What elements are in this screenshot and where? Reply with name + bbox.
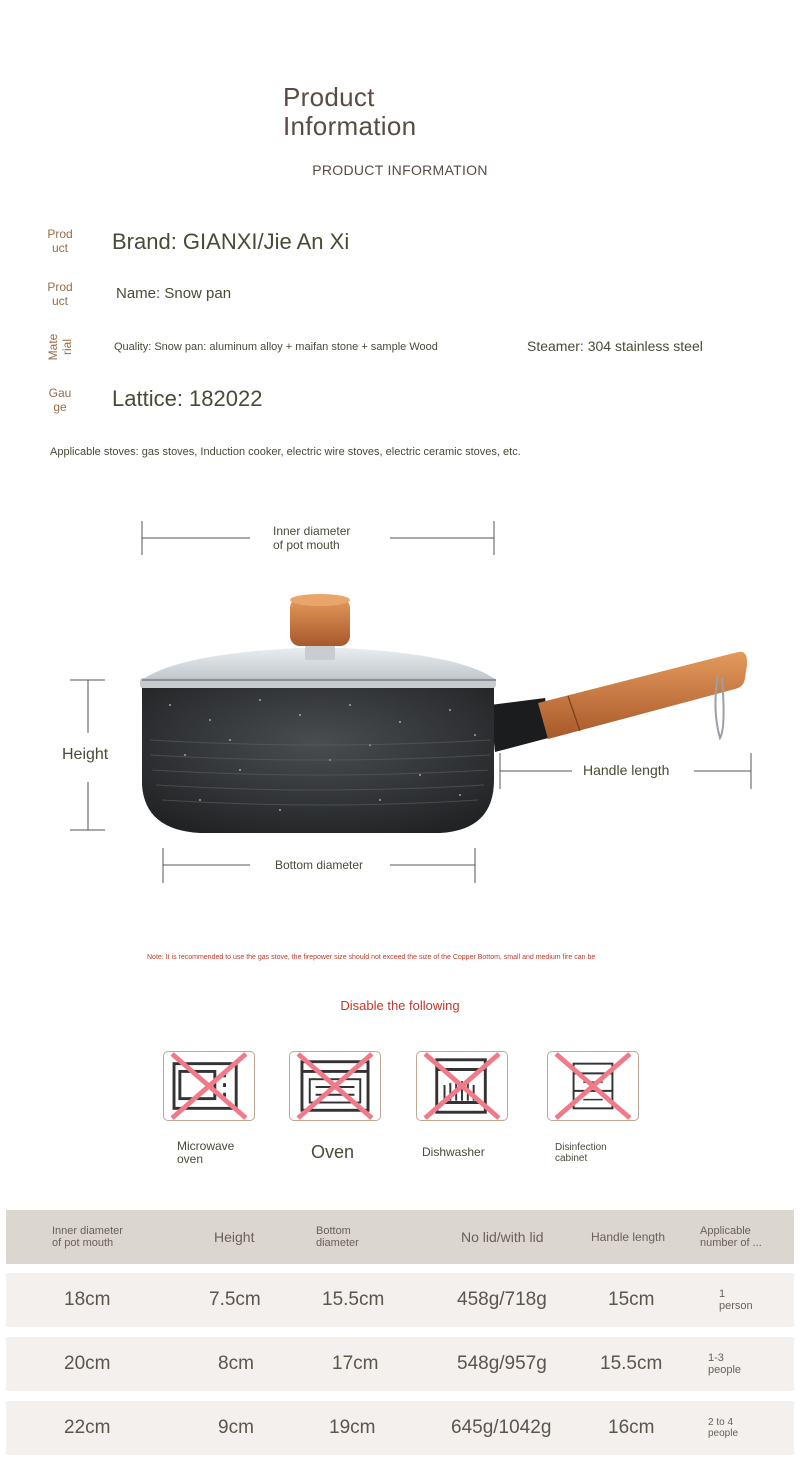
- table-row: [6, 1337, 794, 1391]
- cell-weight: 645g/1042g: [451, 1417, 552, 1438]
- inner-diameter-line1: Inner diameter: [273, 524, 351, 538]
- microwave-label-line1: Microwave: [177, 1139, 235, 1153]
- oven-label: Oven: [311, 1142, 355, 1162]
- cell-handle: 16cm: [608, 1417, 655, 1438]
- steamer-value: Steamer: 304 stainless steel: [527, 338, 703, 354]
- material-value: Quality: Snow pan: aluminum alloy + maifan stone + sample Wood: [114, 341, 438, 353]
- cell-handle: 15cm: [608, 1289, 655, 1310]
- cell-inner: 20cm: [64, 1353, 111, 1374]
- material-label-line1: Mate: [46, 333, 60, 361]
- oven-icon: [289, 1051, 381, 1121]
- table-row: [6, 1401, 794, 1455]
- dishwasher-icon: [416, 1051, 508, 1121]
- disinfection-cabinet-icon: [547, 1051, 639, 1121]
- cell-height: 9cm: [218, 1417, 254, 1438]
- gauge-label-line2: ge: [53, 400, 67, 414]
- page-title: [283, 83, 416, 141]
- cell-weight: 458g/718g: [457, 1289, 547, 1310]
- cell-bottom: 15.5cm: [322, 1289, 385, 1310]
- cell-handle: 15.5cm: [600, 1353, 663, 1374]
- name-value: Name: Snow pan: [116, 285, 232, 302]
- cell-weight: 548g/957g: [457, 1353, 547, 1374]
- cell-people: 1 person: [719, 1288, 753, 1312]
- header-bottom-diameter: Bottom diameter: [316, 1225, 359, 1249]
- height-label: Height: [62, 746, 109, 763]
- brand-label-line2: uct: [51, 241, 68, 255]
- cell-inner: 18cm: [64, 1289, 111, 1310]
- cell-bottom: 19cm: [329, 1417, 376, 1438]
- cell-bottom: 17cm: [332, 1353, 379, 1374]
- microwave-label: [177, 1140, 234, 1166]
- gauge-label: [44, 386, 76, 414]
- microwave-icon: [163, 1051, 255, 1121]
- title-line-2: Information: [283, 111, 417, 141]
- table-row: [6, 1273, 794, 1327]
- pot-body: [142, 683, 494, 833]
- handle-length-label: Handle length: [583, 762, 670, 778]
- header-applicable-number: Applicable number of ...: [700, 1225, 762, 1249]
- pan-dimension-diagram: [0, 500, 800, 900]
- name-label: [44, 280, 76, 308]
- header-height: Height: [214, 1229, 255, 1245]
- title-line-1: Product: [283, 82, 375, 112]
- gauge-label-line1: Gau: [48, 386, 72, 400]
- cell-inner: 22cm: [64, 1417, 111, 1438]
- pan-handle: [490, 652, 747, 752]
- applicable-stoves: Applicable stoves: gas stoves, Induction cooker, electric wire stoves, electric ceramic stoves, etc.: [50, 446, 521, 458]
- brand-value: Brand: GIANXI/Jie An Xi: [112, 229, 350, 254]
- microwave-label-line2: oven: [177, 1152, 204, 1166]
- material-label: [46, 331, 74, 363]
- usage-note: Note: It is recommended to use the gas stove, the firepower size should not exceed the size of the Copper Bottom, small and medium fire can be: [147, 954, 596, 961]
- cell-height: 7.5cm: [209, 1289, 261, 1310]
- bottom-diameter-label: Bottom diameter: [275, 858, 364, 872]
- header-weight: No lid/with lid: [461, 1229, 544, 1245]
- disable-title: Disable the following: [340, 998, 460, 1013]
- name-label-line2: uct: [51, 294, 68, 308]
- inner-diameter-line2: of pot mouth: [273, 538, 340, 552]
- inner-diameter-label: [273, 524, 350, 552]
- disinfection-label-line1: Disinfection: [555, 1142, 607, 1153]
- cell-people: 2 to 4 people: [708, 1417, 739, 1439]
- dishwasher-label: Dishwasher: [422, 1145, 485, 1159]
- disinfection-label-line2: cabinet: [555, 1153, 588, 1164]
- gauge-value: Lattice: 182022: [112, 386, 263, 411]
- name-label-line1: Prod: [47, 280, 73, 294]
- cell-height: 8cm: [218, 1353, 254, 1374]
- brand-label-line1: Prod: [47, 227, 73, 241]
- brand-label: [44, 227, 76, 255]
- disinfection-cabinet-label: [555, 1142, 607, 1164]
- header-handle-length: Handle length: [591, 1230, 666, 1244]
- page-subtitle: PRODUCT INFORMATION: [312, 162, 488, 178]
- cell-people: 1-3 people: [708, 1352, 742, 1376]
- material-label-line2: rial: [60, 339, 74, 356]
- size-table-header: [6, 1210, 794, 1264]
- header-inner-diameter: Inner diameter of pot mouth: [52, 1225, 123, 1249]
